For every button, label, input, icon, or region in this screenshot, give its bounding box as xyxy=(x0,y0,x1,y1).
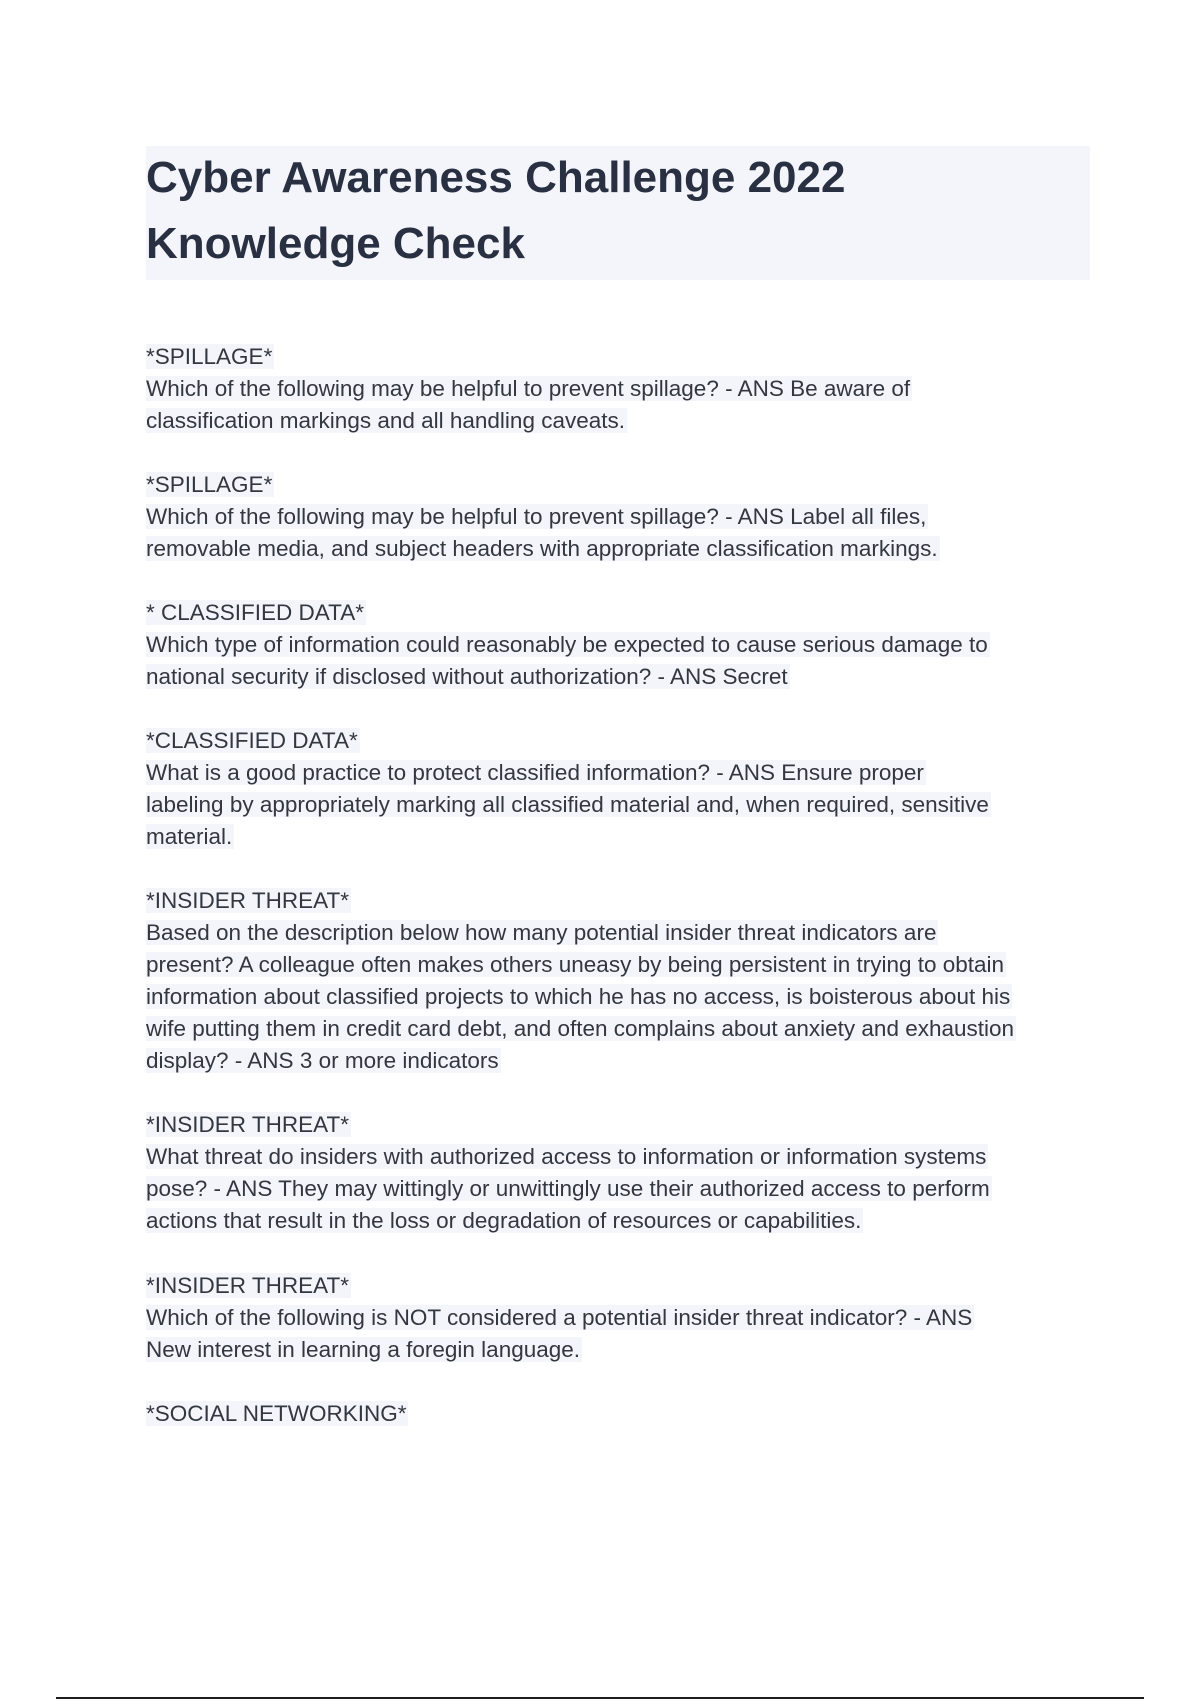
entry-category: *CLASSIFIED DATA* xyxy=(146,728,358,753)
qa-entry xyxy=(146,1270,1090,1366)
entry-text-line: pose? - ANS They may wittingly or unwittingly use their authorized access to perform xyxy=(146,1176,990,1201)
entry-text-line: material. xyxy=(146,824,233,849)
entry-category: * CLASSIFIED DATA* xyxy=(146,600,364,625)
entry-text-line: classification markings and all handling caveats. xyxy=(146,408,626,433)
qa-entry xyxy=(146,1109,1090,1237)
qa-entry xyxy=(146,885,1090,1077)
entry-text-line: information about classified projects to which he has no access, is boisterous about his xyxy=(146,984,1011,1009)
entry-text-line: What is a good practice to protect classified information? - ANS Ensure proper xyxy=(146,760,924,785)
entry-text-line: national security if disclosed without authorization? - ANS Secret xyxy=(146,664,788,689)
entry-category: *INSIDER THREAT* xyxy=(146,1112,349,1137)
entry-text-line: Which type of information could reasonably be expected to cause serious damage to xyxy=(146,632,988,657)
title-line-2: Knowledge Check xyxy=(146,219,525,268)
qa-entry xyxy=(146,1398,1090,1430)
entry-text-line: labeling by appropriately marking all classified material and, when required, sensitive xyxy=(146,792,989,817)
qa-entry xyxy=(146,469,1090,565)
entry-category: *INSIDER THREAT* xyxy=(146,1273,349,1298)
entry-text-line: present? A colleague often makes others uneasy by being persistent in trying to obtain xyxy=(146,952,1005,977)
entry-text-line: Which of the following may be helpful to prevent spillage? - ANS Be aware of xyxy=(146,376,911,401)
qa-entry xyxy=(146,341,1090,437)
entry-text-line: Based on the description below how many potential insider threat indicators are xyxy=(146,920,937,945)
qa-entry xyxy=(146,725,1090,853)
entry-category: *INSIDER THREAT* xyxy=(146,888,349,913)
entry-text-line: removable media, and subject headers with appropriate classification markings. xyxy=(146,536,938,561)
entry-text-line: New interest in learning a foregin language. xyxy=(146,1337,581,1362)
entry-category: *SOCIAL NETWORKING* xyxy=(146,1401,407,1426)
entry-text-line: display? - ANS 3 or more indicators xyxy=(146,1048,499,1073)
entry-text-line: What threat do insiders with authorized access to information or information systems xyxy=(146,1144,987,1169)
entry-text-line: wife putting them in credit card debt, and often complains about anxiety and exhaustion xyxy=(146,1016,1015,1041)
document-title xyxy=(146,146,1090,280)
qa-entry xyxy=(146,597,1090,693)
title-line-1: Cyber Awareness Challenge 2022 xyxy=(146,153,846,202)
entry-text-line: Which of the following may be helpful to prevent spillage? - ANS Label all files, xyxy=(146,504,927,529)
entry-text-line: Which of the following is NOT considered a potential insider threat indicator? - ANS xyxy=(146,1305,973,1330)
page-bottom-divider xyxy=(56,1697,1144,1699)
entry-category: *SPILLAGE* xyxy=(146,344,273,369)
entry-text-line: actions that result in the loss or degradation of resources or capabilities. xyxy=(146,1208,862,1233)
entry-category: *SPILLAGE* xyxy=(146,472,273,497)
